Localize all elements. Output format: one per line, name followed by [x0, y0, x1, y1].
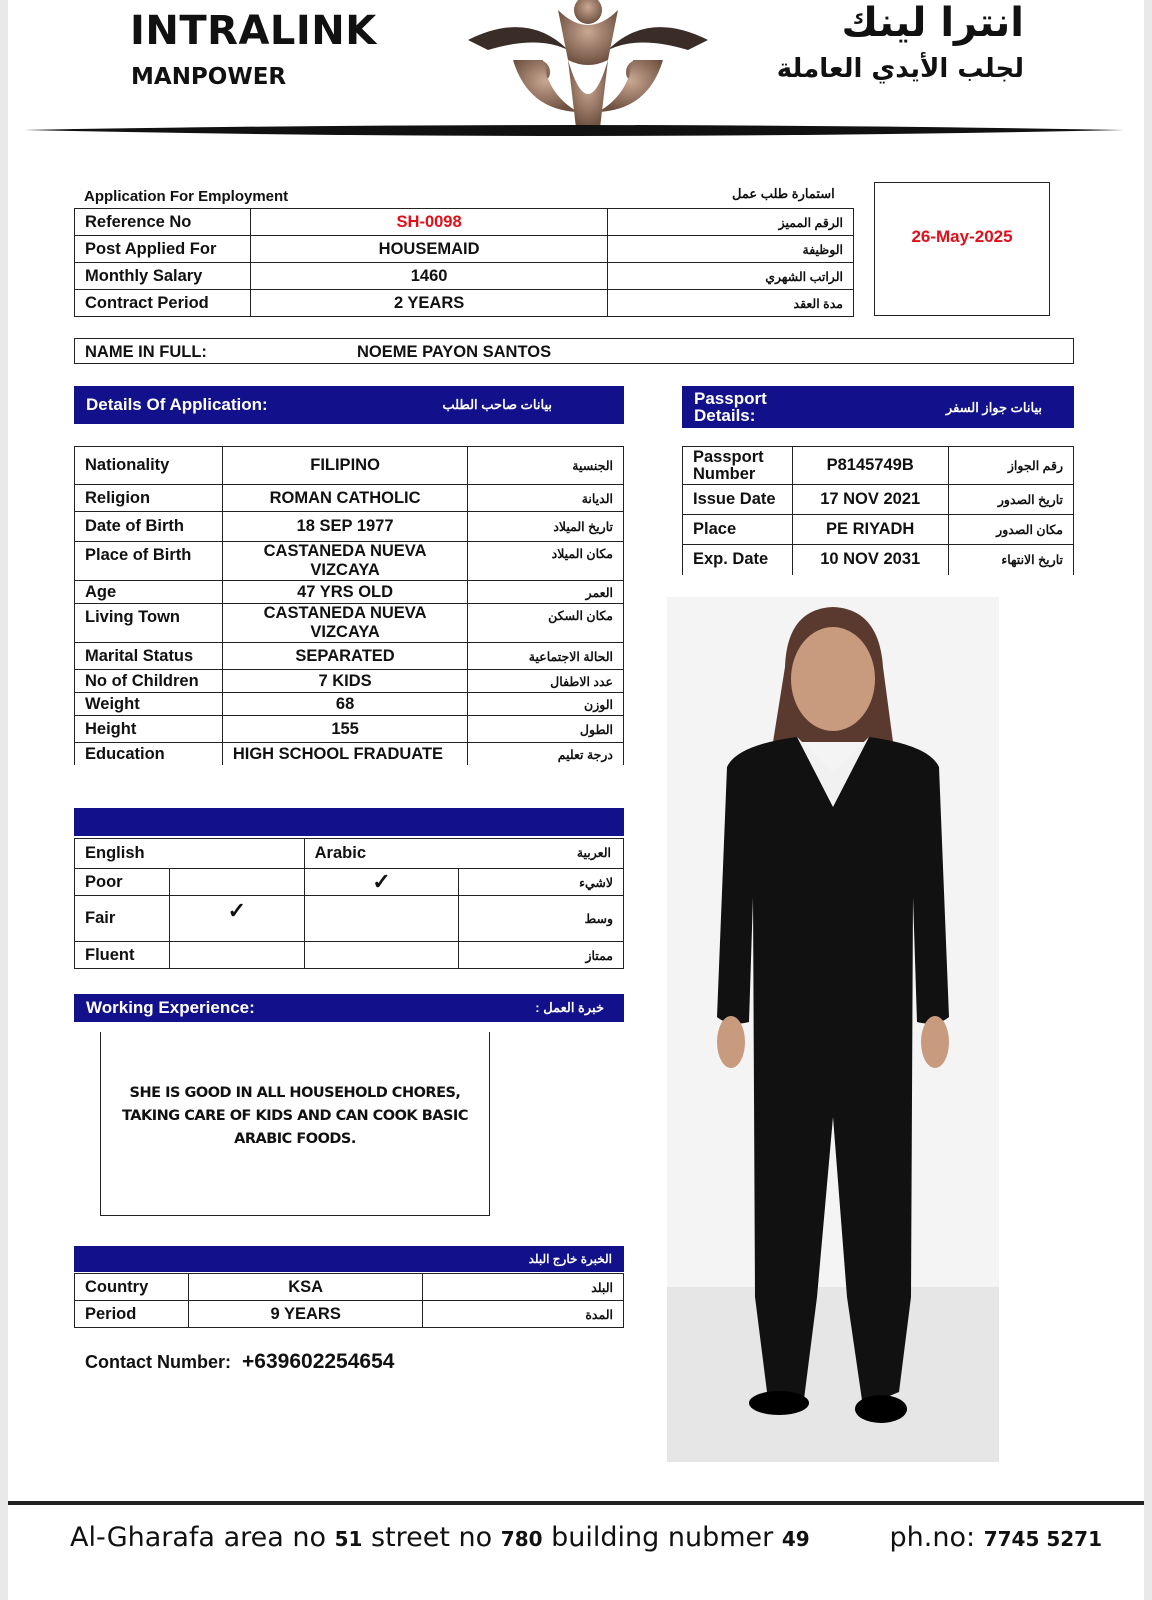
address-part-3: building nubmer: [542, 1522, 782, 1553]
table-row: [75, 512, 624, 542]
table-row: [75, 670, 624, 693]
details-heading-ar: بيانات صاحب الطلب: [442, 397, 552, 412]
table-row: [75, 209, 854, 236]
living-town-label: Living Town: [75, 604, 223, 643]
country-label-ar: البلد: [423, 1274, 624, 1301]
marital-value: SEPARATED: [222, 643, 468, 670]
table-row: [75, 542, 624, 581]
children-label: No of Children: [75, 670, 223, 693]
passport-heading: Passport Details:: [694, 389, 767, 425]
languages-header: [74, 808, 624, 836]
arabic-column-label-ar: العربية: [576, 846, 611, 860]
header-divider: [24, 124, 1124, 138]
table-row: [683, 485, 1074, 515]
salary-label: Monthly Salary: [75, 263, 251, 290]
table-row: [75, 447, 624, 485]
passport-header: [682, 386, 1074, 428]
building-number: 49: [781, 1527, 810, 1551]
details-heading: Details Of Application:: [86, 395, 268, 414]
contact-label: Contact Number:: [85, 1352, 232, 1372]
contact-number: +639602254654: [242, 1350, 395, 1373]
age-label: Age: [75, 581, 223, 604]
country-label: Country: [75, 1274, 189, 1301]
phone-number: 7745 5271: [983, 1527, 1102, 1551]
exp-date-label: Exp. Date: [683, 545, 793, 575]
poor-arabic-check: ✓: [304, 869, 459, 896]
age-label-ar: العمر: [468, 581, 624, 604]
abroad-table: [74, 1273, 624, 1328]
height-label: Height: [75, 716, 223, 743]
english-column-header: English: [75, 839, 305, 869]
area-number: 51: [334, 1527, 363, 1551]
period-label-ar: المدة: [423, 1301, 624, 1328]
address-part-2: street no: [362, 1522, 501, 1553]
table-row: [75, 581, 624, 604]
dob-label: Date of Birth: [75, 512, 223, 542]
fair-label-ar: وسط: [459, 896, 624, 942]
contract-label-ar: مدة العقد: [608, 290, 854, 317]
application-title-en: Application For Employment: [84, 188, 289, 205]
exp-date-label-ar: تاريخ الانتهاء: [948, 545, 1074, 575]
reference-label-ar: الرقم المميز: [608, 209, 854, 236]
dob-label-ar: تاريخ الميلاد: [468, 512, 624, 542]
table-row: [75, 604, 624, 643]
full-name-label: NAME IN FULL:: [85, 343, 207, 361]
issue-place-label: Place: [683, 515, 793, 545]
application-form-page: [8, 0, 1144, 1600]
height-value: 155: [222, 716, 468, 743]
footer-divider: [8, 1501, 1144, 1505]
table-row: [75, 1274, 624, 1301]
period-label: Period: [75, 1301, 189, 1328]
company-logo-icon: [468, 0, 708, 128]
phone-label: ph.no:: [889, 1522, 984, 1553]
issue-place-label-ar: مكان الصدور: [948, 515, 1074, 545]
table-row: [75, 716, 624, 743]
salary-value: 1460: [250, 263, 608, 290]
table-row: [683, 545, 1074, 575]
period-value: 9 YEARS: [188, 1301, 423, 1328]
country-value: KSA: [188, 1274, 423, 1301]
fluent-arabic-check: [304, 942, 459, 969]
post-label-ar: الوظيفة: [608, 236, 854, 263]
experience-heading-ar: خبرة العمل :: [535, 1000, 604, 1015]
fair-english-check: ✓: [169, 896, 304, 942]
post-value: HOUSEMAID: [250, 236, 608, 263]
pob-label-ar: مكان الميلاد: [468, 542, 624, 581]
passport-number-value: P8145749B: [792, 447, 948, 485]
dob-value: 18 SEP 1977: [222, 512, 468, 542]
company-name-en: INTRALINK: [130, 8, 377, 54]
languages-table: [74, 838, 624, 969]
children-value: 7 KIDS: [222, 670, 468, 693]
company-subtitle-ar: لجلب الأيدي العاملة: [776, 54, 1024, 84]
full-name-row: [74, 338, 1074, 364]
abroad-heading-ar: الخبرة خارج البلد: [528, 1252, 612, 1266]
marital-label-ar: الحالة الاجتماعية: [468, 643, 624, 670]
living-town-label-ar: مكان السكن: [468, 604, 624, 643]
education-label: Education: [75, 743, 223, 766]
passport-table: [682, 446, 1074, 575]
education-label-ar: درجة تعليم: [468, 743, 624, 766]
weight-value: 68: [222, 693, 468, 716]
abroad-header: [74, 1246, 624, 1272]
height-label-ar: الطول: [468, 716, 624, 743]
passport-heading-ar: بيانات جواز السفر: [945, 399, 1042, 415]
table-row: [75, 942, 624, 969]
street-number: 780: [500, 1527, 543, 1551]
post-label: Post Applied For: [75, 236, 251, 263]
reference-value: SH-0098: [250, 209, 608, 236]
contract-label: Contract Period: [75, 290, 251, 317]
fair-label: Fair: [75, 896, 170, 942]
table-row: [75, 693, 624, 716]
children-label-ar: عدد الاطفال: [468, 670, 624, 693]
religion-label-ar: الديانة: [468, 485, 624, 512]
table-row: [75, 485, 624, 512]
experience-text: SHE IS GOOD IN ALL HOUSEHOLD CHORES, TAKING CARE OF KIDS AND CAN COOK BASIC ARABIC FOODS.: [100, 1032, 490, 1216]
issue-date-label: Issue Date: [683, 485, 793, 515]
issue-date-label-ar: تاريخ الصدور: [948, 485, 1074, 515]
details-header: [74, 386, 624, 424]
living-town-value: CASTANEDA NUEVA VIZCAYA: [222, 604, 468, 643]
footer-phone: [890, 1522, 1102, 1553]
table-row: [683, 515, 1074, 545]
marital-label: Marital Status: [75, 643, 223, 670]
fair-arabic-check: [304, 896, 459, 942]
poor-label: Poor: [75, 869, 170, 896]
poor-english-check: [169, 869, 304, 896]
contract-value: 2 YEARS: [250, 290, 608, 317]
full-name-value: NOEME PAYON SANTOS: [357, 343, 552, 361]
fluent-label: Fluent: [75, 942, 170, 969]
company-name-ar: انترا لينك: [841, 0, 1024, 46]
age-value: 47 YRS OLD: [222, 581, 468, 604]
issue-date-value: 17 NOV 2021: [792, 485, 948, 515]
table-row: [75, 1301, 624, 1328]
pob-label: Place of Birth: [75, 542, 223, 581]
table-row: [75, 896, 624, 942]
table-row: [75, 290, 854, 317]
arabic-column-label: Arabic: [314, 844, 366, 862]
table-row: [75, 263, 854, 290]
poor-label-ar: لاشيء: [459, 869, 624, 896]
weight-label-ar: الوزن: [468, 693, 624, 716]
arabic-column-header: [304, 839, 623, 869]
nationality-label-ar: الجنسية: [468, 447, 624, 485]
weight-label: Weight: [75, 693, 223, 716]
passport-number-label-ar: رقم الجواز: [948, 447, 1074, 485]
table-row: [75, 869, 624, 896]
nationality-label: Nationality: [75, 447, 223, 485]
religion-value: ROMAN CATHOLIC: [222, 485, 468, 512]
table-row: [683, 447, 1074, 485]
table-row: [75, 643, 624, 670]
passport-number-label: Passport Number: [683, 447, 793, 485]
company-subtitle-en: MANPOWER: [131, 64, 287, 90]
education-value: HIGH SCHOOL FRADUATE: [222, 743, 468, 766]
reference-label: Reference No: [75, 209, 251, 236]
table-row: [75, 743, 624, 766]
nationality-value: FILIPINO: [222, 447, 468, 485]
table-row: [75, 839, 624, 869]
details-table: [74, 446, 624, 765]
experience-header: [74, 994, 624, 1022]
experience-heading: Working Experience:: [86, 998, 255, 1017]
address-part-1: Al-Gharafa area no: [70, 1522, 335, 1553]
footer-address: [70, 1522, 810, 1553]
applicant-photo: [667, 597, 999, 1462]
salary-label-ar: الراتب الشهري: [608, 263, 854, 290]
contact-row: [85, 1350, 394, 1374]
issue-place-value: PE RIYADH: [792, 515, 948, 545]
exp-date-value: 10 NOV 2031: [792, 545, 948, 575]
pob-value: CASTANEDA NUEVA VIZCAYA: [222, 542, 468, 581]
table-row: [75, 236, 854, 263]
religion-label: Religion: [75, 485, 223, 512]
fluent-label-ar: ممتاز: [459, 942, 624, 969]
fluent-english-check: [169, 942, 304, 969]
application-date: 26-May-2025: [874, 182, 1050, 316]
application-table: [74, 208, 854, 317]
application-title-ar: استمارة طلب عمل: [732, 186, 835, 201]
